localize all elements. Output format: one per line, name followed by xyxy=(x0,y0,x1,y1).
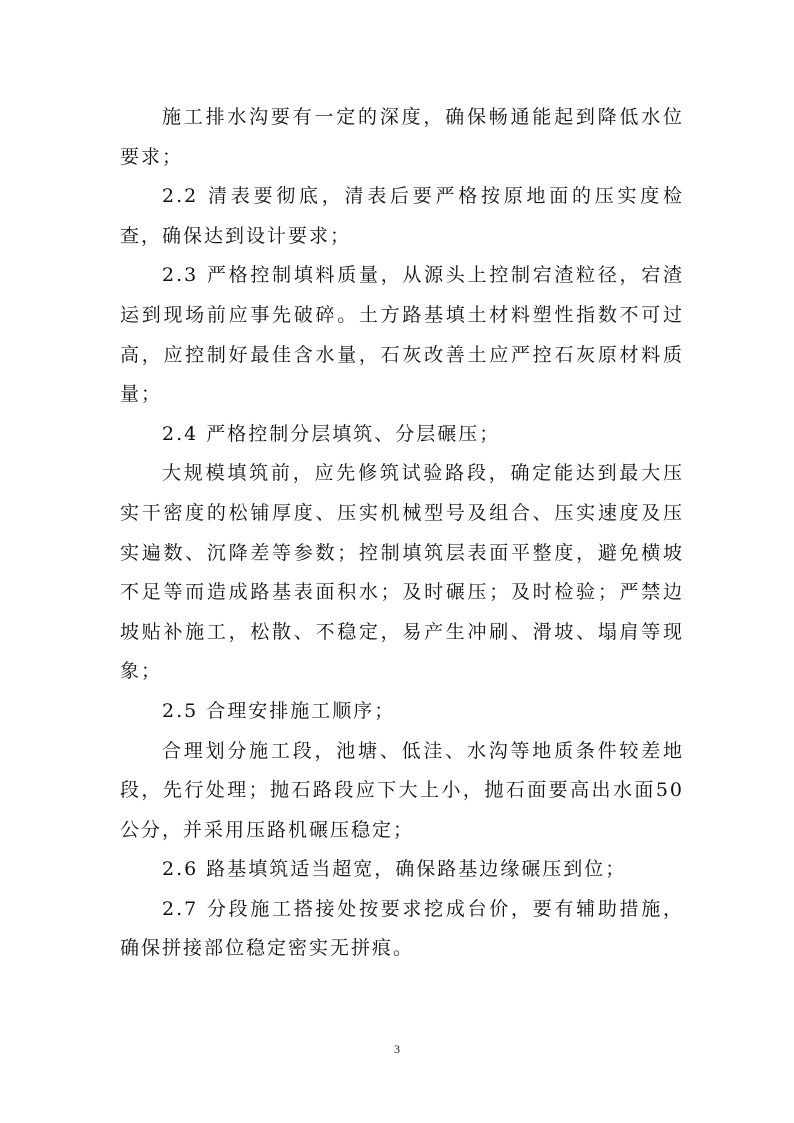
paragraph-large-scale-filling: 大规模填筑前，应先修筑试验路段，确定能达到最大压实干密度的松铺厚度、压实机械型号及组合、压实速度及压实遍数、沉降差等参数；控制填筑层表面平整度，避免横坡不足等而造成路基表面积水；及时碾压；及时检验；严禁边坡贴补施工，松散、不稳定，易产生冲刷、滑坡、塌肩等现象； xyxy=(120,462,684,683)
paragraph-2-5: 2.5 合理安排施工顺序； xyxy=(162,699,396,722)
paragraph-2-2: 2.2 清表要彻底，清表后要严格按原地面的压实度检查，确保达到设计要求； xyxy=(120,185,684,247)
paragraph-drainage-ditch: 施工排水沟要有一定的深度，确保畅通能起到降低水位要求； xyxy=(120,106,684,168)
body-text xyxy=(120,98,684,969)
paragraph-2-3: 2.3 严格控制填料质量，从源头上控制宕渣粒径，宕渣运到现场前应事先破碎。土方路基填土材料塑性指数不可过高，应控制好最佳含水量，石灰改善土应严控石灰原材料质量； xyxy=(120,264,684,406)
page-number: 3 xyxy=(394,1042,400,1056)
paragraph-2-6: 2.6 路基填筑适当超宽，确保路基边缘碾压到位； xyxy=(162,858,627,881)
paragraph-2-4: 2.4 严格控制分层填筑、分层碾压； xyxy=(162,422,501,445)
paragraph-construction-sections: 合理划分施工段，池塘、低洼、水沟等地质条件较差地段，先行处理；抛石路段应下大上小，抛石面要高出水面50公分，并采用压路机碾压稳定； xyxy=(120,739,684,841)
paragraph-2-7: 2.7 分段施工搭接处按要求挖成台价，要有辅助措施，确保拼接部位稳定密实无拼痕。 xyxy=(120,897,684,960)
